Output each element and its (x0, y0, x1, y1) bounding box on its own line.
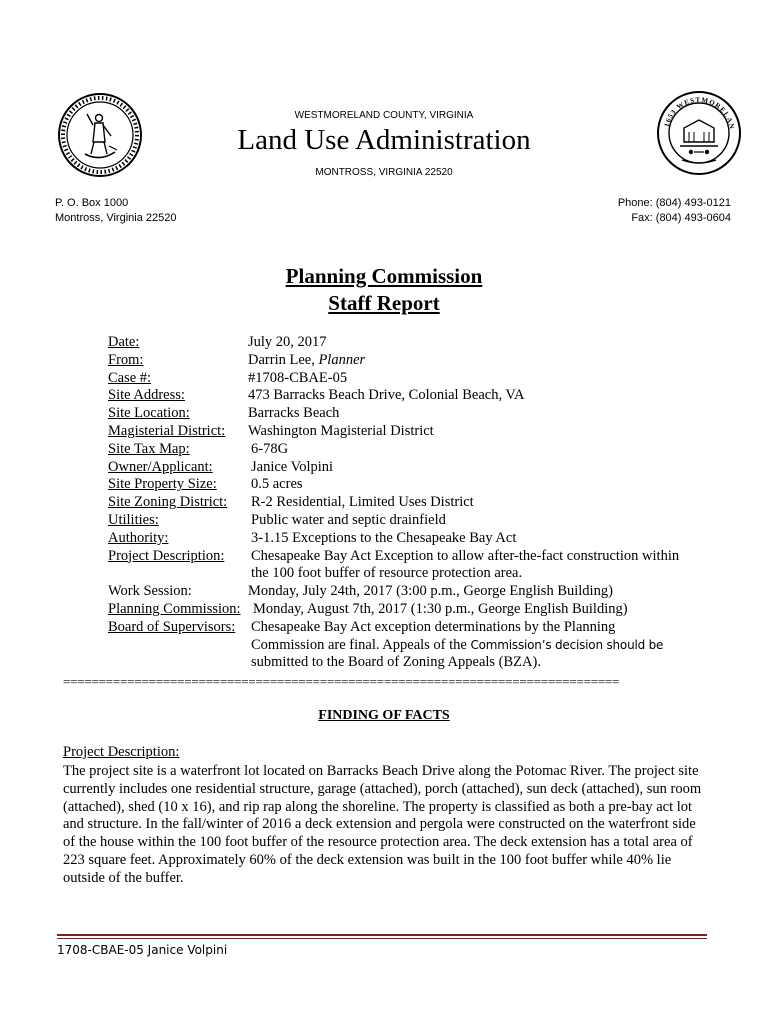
case-label: Case #: (108, 369, 152, 386)
tax-map-label: Site Tax Map: (108, 440, 190, 457)
owner-label: Owner/Applicant: (108, 458, 213, 475)
report-title-line-2: Staff Report (328, 291, 440, 315)
project-label: Project Description: (108, 547, 225, 564)
info-row-authority (108, 530, 728, 548)
project-value (248, 548, 728, 584)
project-description-heading: Project Description: (63, 744, 180, 760)
footer-text: 1708-CBAE-05 Janice Volpini (57, 943, 228, 957)
board-value (248, 619, 728, 672)
finding-of-facts-heading: FINDING OF FACTS (318, 708, 450, 723)
site-location-value: Barracks Beach (248, 405, 340, 422)
project-line-1: Chesapeake Bay Act Exception to allow after-the-fact construction within (251, 547, 680, 564)
report-title-line-1: Planning Commission (285, 264, 483, 288)
svg-text:1653 WESTMORELAND COUNTY: 1653 WESTMORELAN (662, 95, 736, 131)
info-row-from (108, 352, 728, 370)
authority-value: 3-1.15 Exceptions to the Chesapeake Bay Act (251, 529, 517, 546)
date-label: Date: (108, 334, 140, 350)
contact-numbers (618, 196, 731, 226)
info-row-utilities (108, 512, 728, 530)
info-row-board (108, 619, 728, 672)
board-line-2b: Commission’s decision should be (470, 637, 664, 652)
work-session-label: Work Session: (108, 583, 192, 600)
city-line: MONTROSS, VIRGINIA 22520 (315, 167, 453, 178)
board-line-3: submitted to the Board of Zoning Appeals (BZA). (251, 654, 541, 671)
fax-number: Fax: (804) 493-0604 (631, 212, 731, 224)
footer-rule-thin (57, 938, 707, 939)
info-row-work-session (108, 583, 728, 601)
project-description-paragraph: The project site is a waterfront lot located on Barracks Beach Drive along the Potomac River. The project site currently includes one residential structure, garage (attached), porch (attached), sun deck (attached), sun room (attached), shed (10 x 16), and rip rap along the shoreline. The property is classified as both a pre-bay act lot and structure. In the fall/winter of 2016 a deck extension and pergola were constructed on the waterfront side of the house within the 100 foot buffer of the resource protection area. The deck extension has a total area of 223 square feet. Approximately 60% of the deck extension was built in the 100 foot buffer while 40% lie outside of the buffer. (63, 763, 702, 886)
utilities-value: Public water and septic drainfield (251, 511, 446, 528)
info-row-district (108, 423, 728, 441)
info-row-date (108, 334, 728, 352)
site-location-label: Site Location: (108, 405, 190, 422)
address-line-1: P. O. Box 1000 (55, 197, 129, 209)
board-line-2 (251, 637, 728, 655)
phone-number: Phone: (804) 493-0121 (617, 197, 731, 209)
report-title (0, 263, 768, 317)
info-row-size (108, 476, 728, 494)
owner-value: Janice Volpini (251, 458, 334, 475)
size-value: 0.5 acres (251, 476, 303, 493)
info-row-owner (108, 459, 728, 477)
authority-label: Authority: (108, 529, 169, 546)
work-session-value: Monday, July 24th, 2017 (3:00 p.m., George English Building) (248, 583, 613, 600)
info-row-project (108, 548, 728, 584)
section-divider: ============================================================================== (63, 674, 620, 689)
case-value: #1708-CBAE-05 (248, 369, 348, 386)
site-address-label: Site Address: (108, 387, 185, 404)
info-row-tax-map (108, 441, 728, 459)
district-label: Magisterial District: (108, 422, 226, 439)
footer-rule (57, 934, 707, 936)
planning-commission-label: Planning Commission: (108, 600, 241, 617)
site-address-value: 473 Barracks Beach Drive, Colonial Beach, VA (248, 387, 525, 404)
board-label: Board of Supervisors: (108, 618, 236, 635)
info-row-planning-commission (108, 601, 728, 619)
from-label: From: (108, 351, 144, 368)
zoning-label: Site Zoning District: (108, 494, 228, 511)
info-row-site-address (108, 387, 728, 405)
utilities-label: Utilities: (108, 511, 159, 528)
county-name: WESTMORELAND COUNTY, VIRGINIA (294, 110, 474, 121)
address-line-2: Montross, Virginia 22520 (55, 212, 177, 224)
info-row-case (108, 370, 728, 388)
office-title: Land Use Administration (237, 124, 531, 156)
from-title: Planner (318, 351, 366, 368)
mailing-address (55, 196, 176, 226)
case-info-table (108, 334, 728, 672)
from-value (248, 352, 728, 370)
board-line-2a: Commission are final. Appeals of the (251, 636, 471, 653)
size-label: Site Property Size: (108, 476, 217, 493)
district-value: Washington Magisterial District (248, 422, 434, 439)
planning-commission-value: Monday, August 7th, 2017 (1:30 p.m., George English Building) (253, 600, 628, 617)
board-line-1: Chesapeake Bay Act exception determinations by the Planning (251, 618, 616, 635)
project-line-2: the 100 foot buffer of resource protection area. (251, 565, 523, 582)
zoning-value: R-2 Residential, Limited Uses District (251, 494, 474, 511)
info-row-zoning (108, 494, 728, 512)
date-value: July 20, 2017 (248, 334, 327, 350)
info-row-site-location (108, 405, 728, 423)
from-name: Darrin Lee, (248, 351, 319, 368)
tax-map-value: 6-78G (251, 440, 289, 457)
